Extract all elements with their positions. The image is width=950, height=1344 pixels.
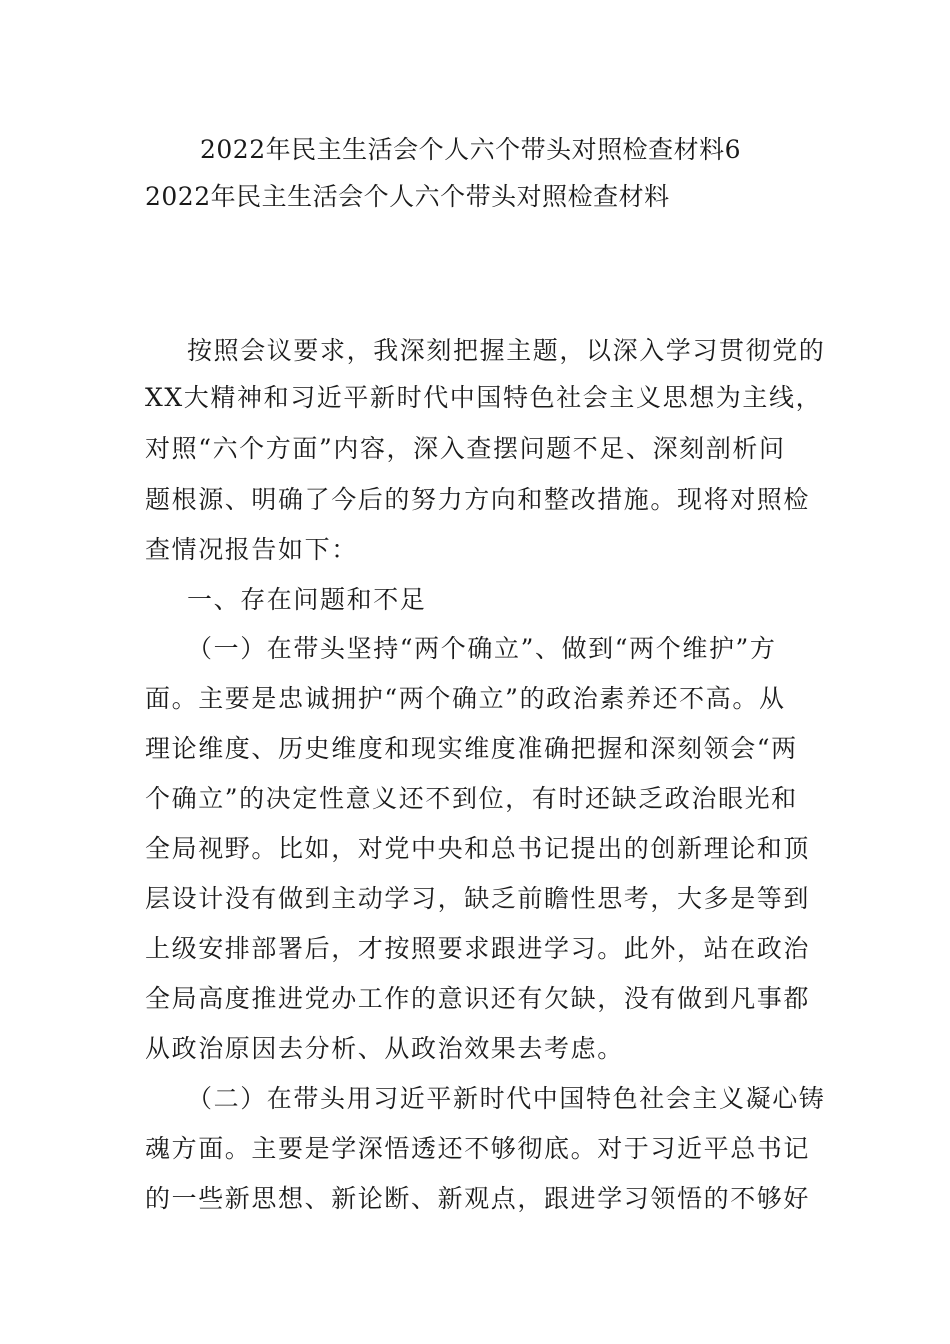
document-title: 2022年民主生活会个人六个带头对照检查材料6 — [200, 135, 742, 164]
text-line: 按照会议要求，我深刻把握主题，以深入学习贯彻党的 — [187, 336, 826, 365]
text-line: 题根源、明确了今后的努力方向和整改措施。现将对照检 — [145, 485, 811, 514]
section-heading: 一、存在问题和不足 — [187, 585, 427, 614]
text-line: 上级安排部署后，才按照要求跟进学习。此外，站在政治 — [145, 934, 811, 963]
text-line: 从政治原因去分析、从政治效果去考虑。 — [145, 1034, 624, 1063]
text-line: 层设计没有做到主动学习，缺乏前瞻性思考，大多是等到 — [145, 884, 811, 913]
text-line: 全局视野。比如，对党中央和总书记提出的创新理论和顶 — [145, 834, 811, 863]
text-line: 个确立”的决定性意义还不到位，有时还缺乏政治眼光和 — [145, 784, 798, 813]
text-line: （一）在带头坚持“两个确立”、做到“两个维护”方 — [187, 634, 777, 663]
text-line: 全局高度推进党办工作的意识还有欠缺，没有做到凡事都 — [145, 984, 811, 1013]
text-line: （二）在带头用习近平新时代中国特色社会主义凝心铸 — [187, 1084, 826, 1113]
text-line: 查情况报告如下： — [145, 535, 358, 564]
text-line: 理论维度、历史维度和现实维度准确把握和深刻领会“两 — [145, 734, 798, 763]
document-subtitle: 2022年民主生活会个人六个带头对照检查材料 — [145, 182, 670, 211]
text-line: 对照“六个方面”内容，深入查摆问题不足、深刻剖析问 — [145, 434, 786, 463]
text-line: 的一些新思想、新论断、新观点，跟进学习领悟的不够好 — [145, 1184, 811, 1213]
text-line: XX大精神和习近平新时代中国特色社会主义思想为主线， — [145, 383, 823, 412]
text-line: 魂方面。主要是学深悟透还不够彻底。对于习近平总书记 — [145, 1134, 811, 1163]
text-line: 面。主要是忠诚拥护“两个确立”的政治素养还不高。从 — [145, 684, 786, 713]
